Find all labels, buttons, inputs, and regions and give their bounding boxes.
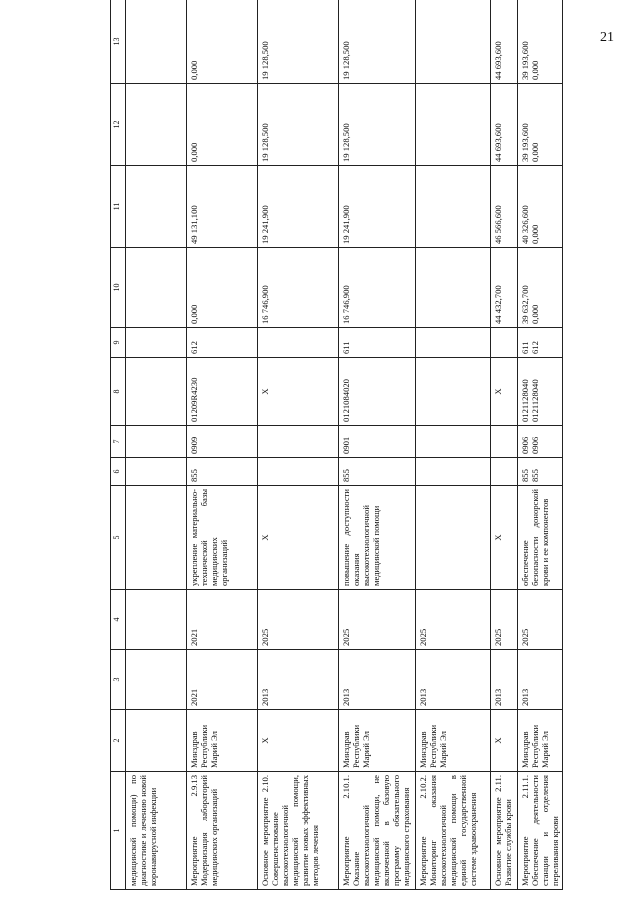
cell-activity: Основное мероприятие 2.10. Совершенствование высокотехнологичной медицинской помощи, развитие новых эффективных методов лечения xyxy=(258,772,339,890)
header-cell: 3 xyxy=(111,650,126,710)
table-row xyxy=(126,0,187,890)
cell-activity: Мероприятие 2.10.2. Мониторинг оказания высокотехнологичной медицинской помощи в единой государственной системе здравоохранения xyxy=(416,772,491,890)
cell-activity: Основное мероприятие 2.11. Развитие службы крови xyxy=(491,772,518,890)
cell-grbs xyxy=(491,458,518,486)
cell-rzpr xyxy=(126,426,187,458)
cell-activity: Мероприятие 2.11.1. Обеспечение деятельности станции и отделения переливания крови xyxy=(518,772,563,890)
cell-executor: Х xyxy=(491,710,518,772)
rotated-page-content xyxy=(110,0,630,890)
cell-result: повышение доступности оказания высокотехнологичной медицинской помощи xyxy=(339,486,416,590)
cell-amount: 39 632,700 0,000 xyxy=(518,248,563,328)
cell-rzpr: 0909 xyxy=(187,426,258,458)
cell-result: Х xyxy=(258,486,339,590)
cell-grbs xyxy=(126,458,187,486)
cell-result xyxy=(416,486,491,590)
cell-vr: 612 xyxy=(187,328,258,358)
cell-end-year: 2025 xyxy=(258,590,339,650)
cell-rzpr xyxy=(491,426,518,458)
cell-vr xyxy=(416,328,491,358)
table-row xyxy=(258,0,339,890)
cell-amount xyxy=(126,248,187,328)
header-cell: 11 xyxy=(111,166,126,248)
cell-amount: 44 693,600 xyxy=(491,0,518,84)
header-cell: 4 xyxy=(111,590,126,650)
cell-grbs: 855 xyxy=(187,458,258,486)
cell-result: укрепление материально-технической базы медицинских организаций xyxy=(187,486,258,590)
header-row xyxy=(111,0,126,890)
header-cell: 5 xyxy=(111,486,126,590)
cell-end-year: 2025 xyxy=(339,590,416,650)
cell-vr: 611 612 xyxy=(518,328,563,358)
table-row xyxy=(491,0,518,890)
cell-csr: Х xyxy=(491,358,518,426)
cell-grbs xyxy=(258,458,339,486)
cell-csr: 0121128040 0121128040 xyxy=(518,358,563,426)
cell-result xyxy=(126,486,187,590)
cell-executor: Х xyxy=(258,710,339,772)
cell-amount: 16 746,900 xyxy=(258,248,339,328)
cell-rzpr: 0906 0906 xyxy=(518,426,563,458)
cell-amount: 16 746,900 xyxy=(339,248,416,328)
cell-start-year: 2013 xyxy=(339,650,416,710)
cell-end-year: 2025 xyxy=(491,590,518,650)
cell-start-year xyxy=(126,650,187,710)
cell-vr: 611 xyxy=(339,328,416,358)
header-cell: 1 xyxy=(111,772,126,890)
cell-activity: Мероприятие 2.9.13 Модернизация лабораторий медицинских организаций xyxy=(187,772,258,890)
cell-rzpr: 0901 xyxy=(339,426,416,458)
table-row xyxy=(416,0,491,890)
cell-amount: 44 432,700 xyxy=(491,248,518,328)
cell-start-year: 2021 xyxy=(187,650,258,710)
cell-csr xyxy=(126,358,187,426)
table-row xyxy=(518,0,563,890)
header-cell: 10 xyxy=(111,248,126,328)
cell-rzpr xyxy=(258,426,339,458)
cell-csr: 01209R4230 xyxy=(187,358,258,426)
cell-amount xyxy=(126,0,187,84)
cell-activity: медицинской помощи) по диагностике и лечению новой коронавирусной инфекции xyxy=(126,772,187,890)
cell-vr xyxy=(491,328,518,358)
cell-amount: 19 128,500 xyxy=(258,84,339,166)
header-cell: 9 xyxy=(111,328,126,358)
cell-vr xyxy=(258,328,339,358)
cell-result: Х xyxy=(491,486,518,590)
header-cell: 12 xyxy=(111,84,126,166)
cell-amount: 19 128,500 xyxy=(339,84,416,166)
cell-amount xyxy=(416,248,491,328)
page-number: 21 xyxy=(600,30,614,45)
cell-amount: 49 131,100 xyxy=(187,166,258,248)
cell-end-year xyxy=(126,590,187,650)
cell-amount: 39 193,600 0,000 xyxy=(518,0,563,84)
cell-amount: 0,000 xyxy=(187,248,258,328)
cell-amount: 19 128,500 xyxy=(339,0,416,84)
cell-amount: 40 326,600 0,000 xyxy=(518,166,563,248)
cell-amount: 19 128,500 xyxy=(258,0,339,84)
cell-amount: 46 566,600 xyxy=(491,166,518,248)
cell-amount xyxy=(126,166,187,248)
cell-amount: 19 241,900 xyxy=(258,166,339,248)
cell-start-year: 2013 xyxy=(518,650,563,710)
cell-executor: Минздрав Республики Марий Эл xyxy=(416,710,491,772)
table-row xyxy=(187,0,258,890)
cell-amount xyxy=(416,166,491,248)
table-row xyxy=(339,0,416,890)
cell-amount: 0,000 xyxy=(187,0,258,84)
cell-amount xyxy=(126,84,187,166)
cell-grbs: 855 xyxy=(339,458,416,486)
header-cell: 7 xyxy=(111,426,126,458)
cell-result: обеспечение безопасности донорской крови и ее компонентов xyxy=(518,486,563,590)
cell-start-year: 2013 xyxy=(416,650,491,710)
cell-csr xyxy=(416,358,491,426)
cell-end-year: 2025 xyxy=(518,590,563,650)
cell-amount: 39 193,600 0,000 xyxy=(518,84,563,166)
header-cell: 13 xyxy=(111,0,126,84)
header-cell: 2 xyxy=(111,710,126,772)
cell-rzpr xyxy=(416,426,491,458)
cell-amount: 0,000 xyxy=(187,84,258,166)
cell-end-year: 2021 xyxy=(187,590,258,650)
cell-vr xyxy=(126,328,187,358)
cell-amount: 19 241,900 xyxy=(339,166,416,248)
cell-executor xyxy=(126,710,187,772)
cell-start-year: 2013 xyxy=(491,650,518,710)
cell-executor: Минздрав Республики Марий Эл xyxy=(518,710,563,772)
cell-csr: 0121084020 xyxy=(339,358,416,426)
cell-grbs: 855 855 xyxy=(518,458,563,486)
header-cell: 6 xyxy=(111,458,126,486)
cell-executor: Минздрав Республики Марий Эл xyxy=(339,710,416,772)
program-table xyxy=(110,0,563,890)
cell-amount xyxy=(416,84,491,166)
header-cell: 8 xyxy=(111,358,126,426)
cell-executor: Минздрав Республики Марий Эл xyxy=(187,710,258,772)
cell-end-year: 2025 xyxy=(416,590,491,650)
cell-amount xyxy=(416,0,491,84)
cell-start-year: 2013 xyxy=(258,650,339,710)
cell-activity: Мероприятие 2.10.1. Оказание высокотехнологичной медицинской помощи, не включенной в базовую программу обязательного медицинского страхования xyxy=(339,772,416,890)
cell-csr: Х xyxy=(258,358,339,426)
cell-amount: 44 693,600 xyxy=(491,84,518,166)
cell-grbs xyxy=(416,458,491,486)
